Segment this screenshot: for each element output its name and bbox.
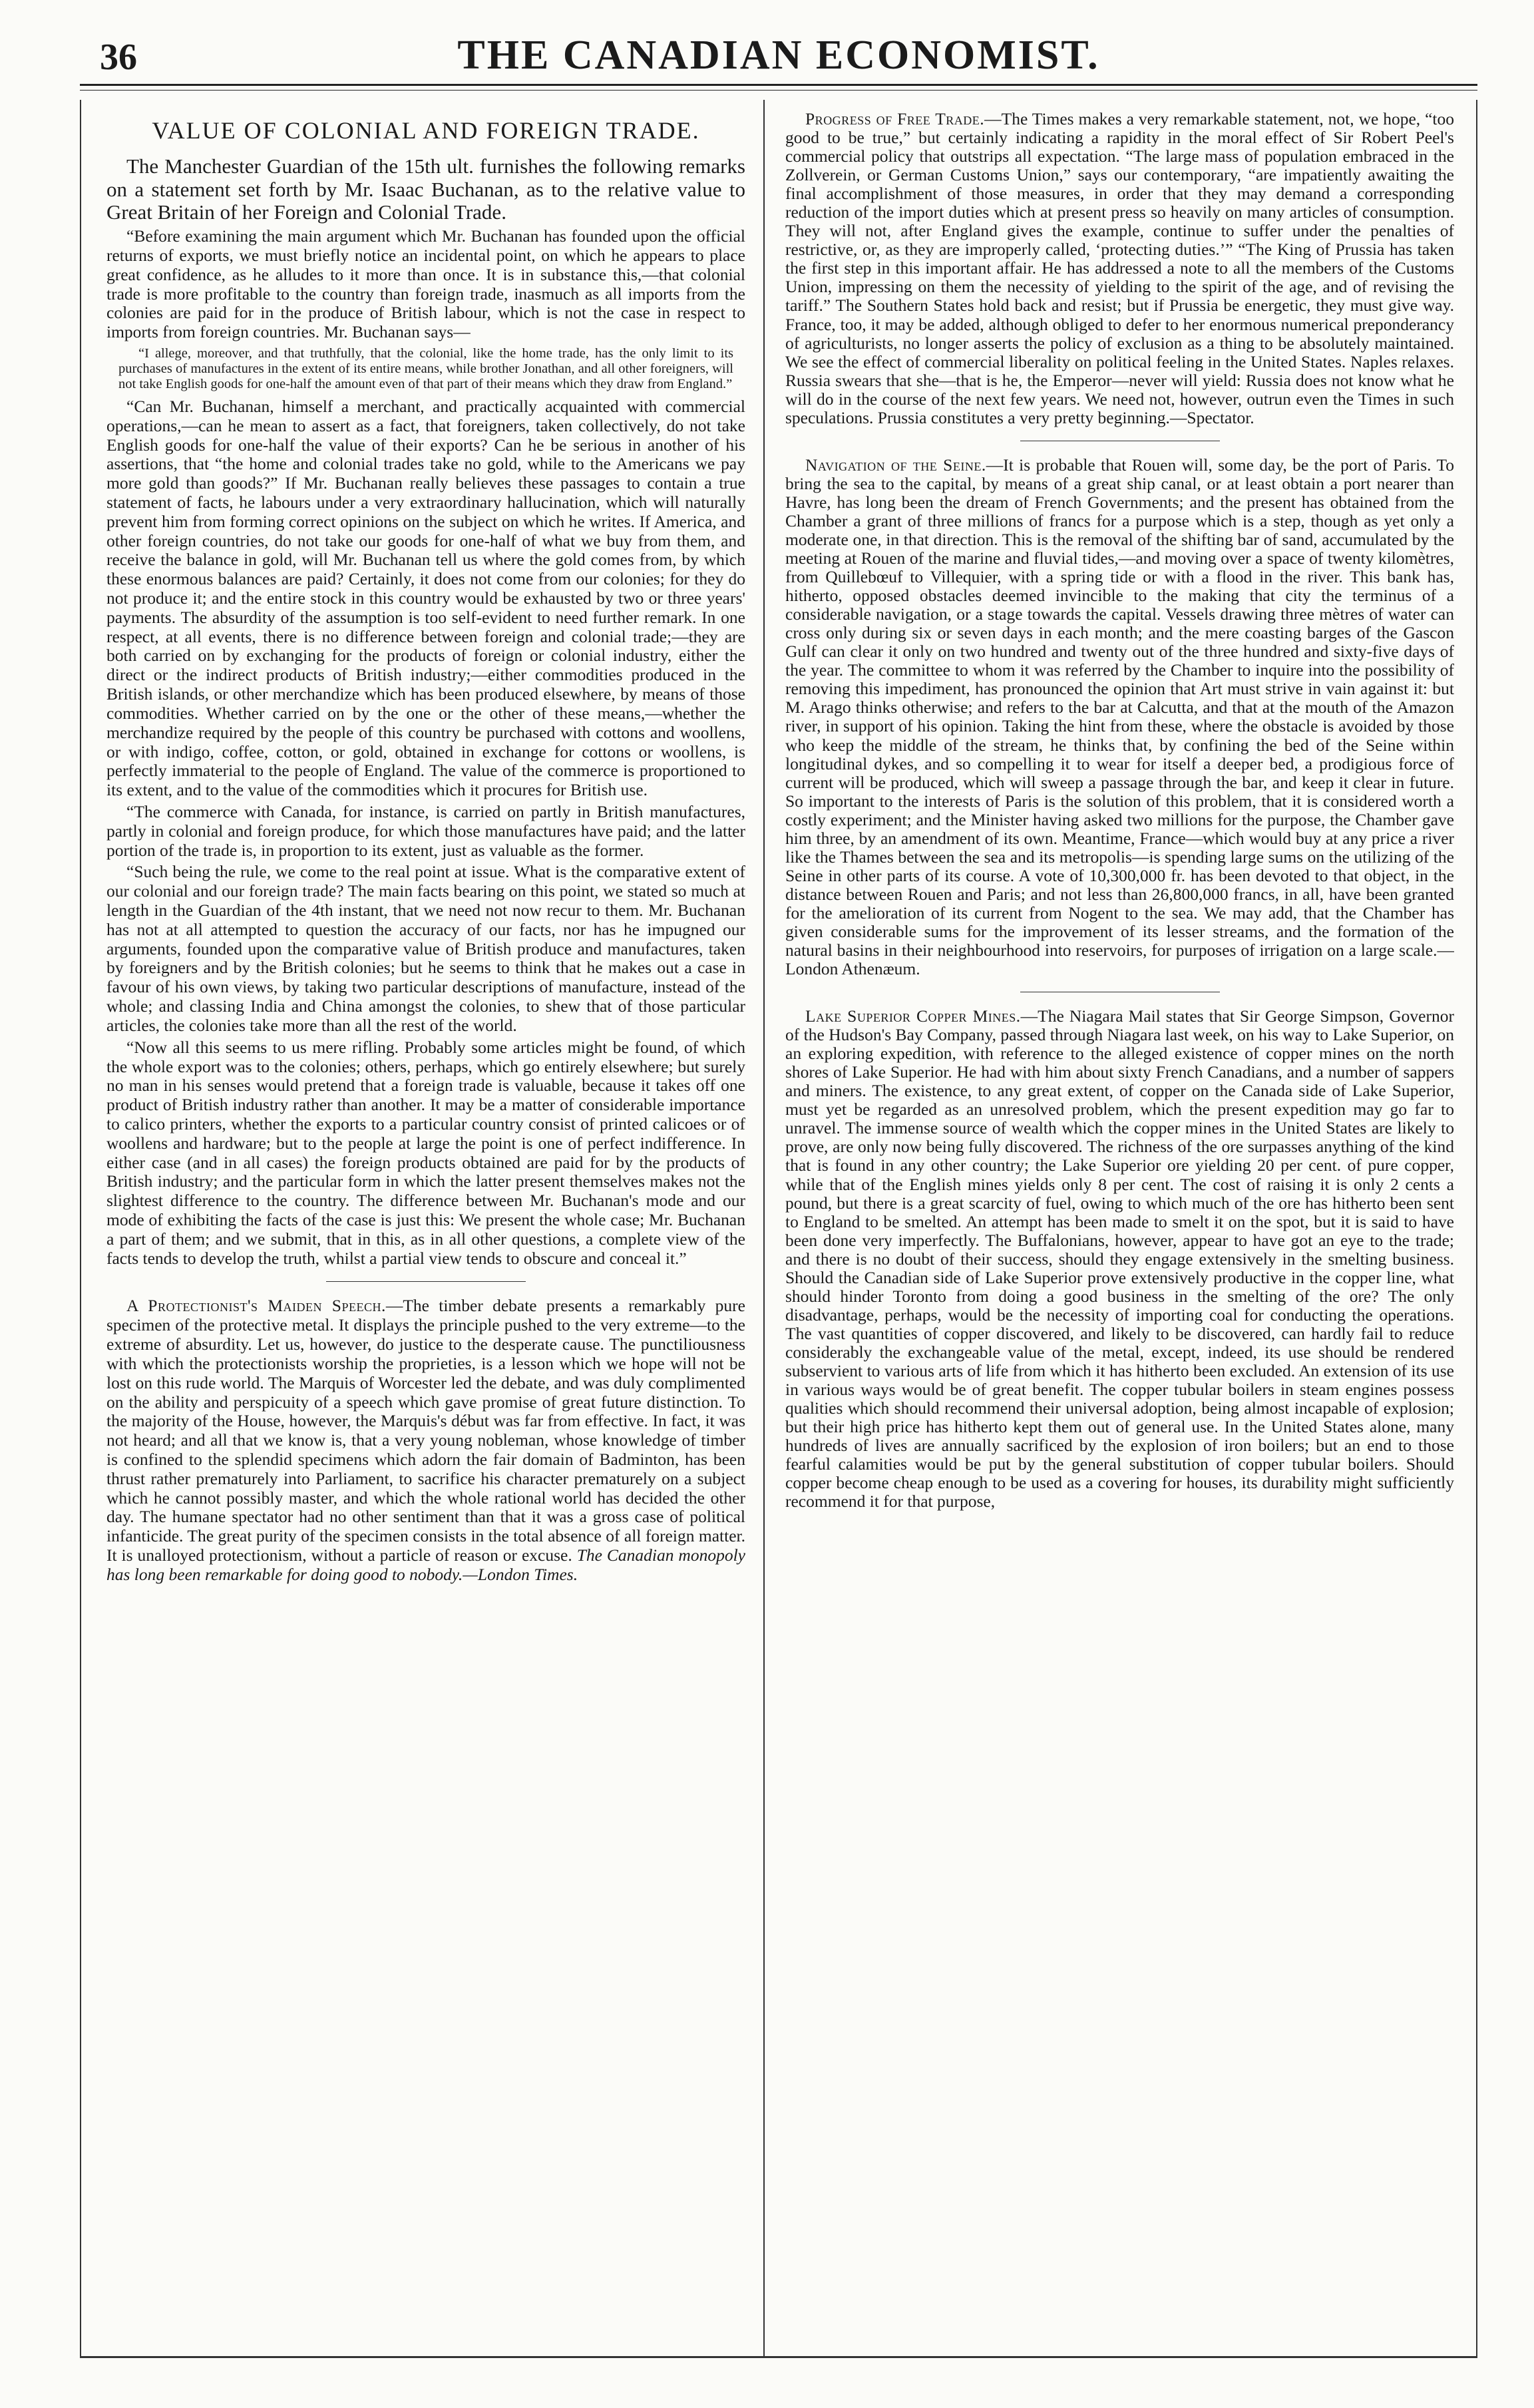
news-item-free-trade bbox=[785, 110, 1454, 427]
news-item-text: —The Niagara Mail states that Sir George Simpson, Governor of the Hudson's Bay Company, passed through Niagara last week, on his way to Lake Superior, on an exploring expedition, with reference to the alleged existence of copper mines on the north shores of Lake Superior. He had with him about sixty French Canadians, and a number of sappers and miners. The existence, to any great extent, of copper on the Canada side of Lake Superior, must yet be regarded as an unresolved problem, which the present expedition may go far to unravel. The immense source of wealth which the copper mines in the United States are likely to prove, are only now being fully discovered. The richness of the ore surpasses anything of the kind that is found in any other country; the Lake Superior ore yielding 20 per cent. of pure copper, while that of the English mines yields only 8 per cent. The cost of raising it is only 2 cents a pound, but there is a great scarcity of fuel, owing to which much of the ore has hitherto been sent to England to be smelted. An attempt has been made to smelt it on the spot, but it is said to have been done very imperfectly. The Buffalonians, however, appear to have got an eye to the trade; and there is no doubt of their success, should they engage extensively in the smelting business. Should the Canadian side of Lake Superior prove extensively productive in the copper line, what should hinder Toronto from doing a good business in the smelting of the ore? The only disadvantage, perhaps, would be the necessity of importing coal for conducting the operations. The vast quantities of copper discovered, and likely to be discovered, can hardly fail to reduce considerably the exchangeable value of the metal, except, indeed, its use should be rendered subservient to various arts of life from which it has hitherto been excluded. An extension of its use in various ways would be of great benefit. The copper tubular boilers in steam engines possess qualities which should recommend their universal adoption, being almost incapable of explosion; but their high price has hitherto kept them out of general use. In the United States alone, many hundreds of lives are annually sacrificed by the explosion of iron boilers; but an end to those fearful calamities would be put by the general substitution of copper tubular boilers. Should copper become cheap enough to be used as a covering for houses, its durability might sufficiently recommend it for that purpose, bbox=[785, 1006, 1454, 1511]
news-item-heading: Progress of Free Trade. bbox=[805, 110, 985, 128]
article-paragraph: “Can Mr. Buchanan, himself a merchant, and practically acquainted with commercial operations,—can he mean to assert as a fact, that foreigners, taken collectively, do not take English goods for one-half the value of their exports? Can he be serious in another of his assertions, that “the home and colonial trades take no gold, while to the Americans we pay more gold than goods?” If Mr. Buchanan really believes these passages to contain a true statement of facts, he labours under a very extraordinary hallucination, which will naturally prevent him from forming correct opinions on the subject on which he writes. If America, and other foreign countries, do not take our goods for one-half of what we buy from them, and receive the balance in gold, will Mr. Buchanan tell us where the gold comes from, by which these enormous balances are paid? Certainly, it does not come from our colonies; for they do not produce it; and the entire stock in this country would be exhausted by two or three years' payments. The absurdity of the assumption is too self-evident to need further remark. In one respect, at all events, there is no difference between foreign and colonial trade;—they are both carried on by exchanging for the products of foreign or colonial industry, either the direct or the indirect products of British industry;—either commodities produced in the British islands, or other merchandize which has been produced elsewhere, by means of those commodities. Whether carried on by the one or the other of these means,—whether the merchandize required by the people of this country be purchased with cottons and woollens, or with indigo, coffee, cotton, or gold, obtained in exchange for cottons or woollens, is perfectly immaterial to the people of England. The value of the commerce is proportioned to its extent, and to the value of the commodities which it procures for British use. bbox=[106, 396, 745, 800]
article-paragraph: “Now all this seems to us mere rifling. Probably some articles might be found, of which the whole export was to the colonies; others, perhaps, which go entirely elsewhere; but surely no man in his senses would pretend that a foreign trade is valuable, because it takes off one product of British industry rather than another. It may be a matter of considerable importance to calico printers, whether the exports to a particular country consist of printed calicoes or of woollens and hardware; but to the people at large the point is one of perfect indifference. In either case (and in all cases) the foreign products obtained are paid for by the products of British industry; and the particular form in which the latter present themselves makes not the slightest difference to the country. The difference between Mr. Buchanan's mode and our mode of exhibiting the facts of the case is just this: We present the whole case; Mr. Buchanan a part of them; and we submit, that in this, as in all other questions, a complete view of the facts tends to develop the truth, whilst a partial view tends to obscure and conceal it.” bbox=[106, 1037, 745, 1268]
left-column bbox=[106, 110, 745, 2346]
news-item-heading: Navigation of the Seine. bbox=[805, 455, 986, 475]
column-divider bbox=[763, 100, 765, 2358]
article-lead: The Manchester Guardian of the 15th ult. furnishes the following remarks on a statement set forth by Mr. Isaac Buchanan, as to the relative value to Great Britain of her Foreign and Colonial Trade. bbox=[106, 154, 745, 224]
news-item-text: —The timber debate presents a remarkably pure specimen of the protective metal. It displays the principle pushed to the very extreme—to the extreme of absurdity. Let us, however, do justice to the desperate cause. The punctiliousness with which the protectionists worship the proprieties, is a lesson which we hope will not be lost on this rude world. The Marquis of Worcester led the debate, and was duly complimented on the ability and perspicuity of a speech which gave promise of great future distinction. To the majority of the House, however, the Marquis's début was far from effective. In fact, it was not heard; and all that we know is, that a very young nobleman, whose knowledge of timber is confined to the splendid specimens which adorn the fair domain of Badminton, has been thrust rather prematurely into Parliament, to sacrifice his character prematurely on a subject which he cannot possibly master, and which the whole rational world has decided the other day. The humane spectator had no other sentiment than that it was a gross case of political infanticide. The great purity of the specimen consists in the total absence of all foreign matter. It is unalloyed protectionism, without a particle of reason or excuse. bbox=[106, 1296, 745, 1565]
article-title: VALUE OF COLONIAL AND FOREIGN TRADE. bbox=[152, 117, 700, 144]
block-quote: “I allege, moreover, and that truthfully, that the colonial, like the home trade, has the only limit to its purchases of manufactures in the extent of its entire means, while brother Jonathan, and all other foreigners, will not take English goods for one-half the amount even of that part of their means which they draw from England.” bbox=[118, 346, 733, 391]
news-item-heading: A Protectionist's Maiden Speech. bbox=[126, 1296, 386, 1316]
news-item-source: The Canadian monopoly has long been remarkable for doing good to nobody.—London Times. bbox=[106, 1545, 745, 1584]
news-item-text: —The Times makes a very remarkable statement, not, we hope, “too good to be true,” but certainly indicating a rapidity in the moral effect of Sir Robert Peel's commercial policy that outstrips all expectation. “The large mass of population embraced in the Zollverein, or German Customs Union,” says our contemporary, “are impatiently awaiting the final accomplishment of those measures, in order that they may demand a corresponding reduction of the import duties which at present press so heavily on many articles of consumption. They will not, after England gives the example, continue to suffer under the penalties of restrictive, or, as they are improperly called, ‘protecting duties.’” “The King of Prussia has taken the first step in this important affair. He has addressed a note to all the members of the Customs Union, impressing on them the necessity of yielding to the spirit of the age, and of revising the tariff.” The Southern States hold back and resist; but if Prussia be energetic, they must give way. France, too, it may be added, although obliged to defer to her enormous numerical preponderancy of agriculturists, no longer asserts the policy of exclusion as a thing to be absolutely maintained. We see the effect of commercial liberality on political feeling in the United States. Naples relaxes. Russia swears that she—that is he, the Emperor—never will yield: Russia does not know what he will do in the course of the next few years. We need not, however, outrun even the Times in such speculations. Prussia constitutes a very pretty beginning.—Spectator. bbox=[785, 110, 1454, 427]
page-header bbox=[80, 32, 1477, 86]
section-separator bbox=[326, 1281, 526, 1282]
news-item-copper bbox=[785, 1007, 1454, 1511]
header-rule bbox=[80, 90, 1477, 91]
article-paragraph: “The commerce with Canada, for instance, is carried on partly in British manufactures, partly in colonial and foreign produce, for which those manufactures have paid; and the latter portion of the trade is, in proportion to its extent, just as valuable as the former. bbox=[106, 801, 745, 860]
page-number: 36 bbox=[100, 37, 137, 78]
news-item-heading: Lake Superior Copper Mines. bbox=[805, 1006, 1021, 1026]
news-item-seine bbox=[785, 456, 1454, 978]
news-item-speech bbox=[106, 1297, 745, 1584]
right-column bbox=[785, 110, 1454, 2346]
article-paragraph: “Before examining the main argument which Mr. Buchanan has founded upon the official returns of exports, we must briefly notice an incidental point, on which he appears to place great confidence, as he alludes to it more than once. It is in substance this,—that colonial trade is more profitable to the country than foreign trade, inasmuch as all imports from the colonies are paid for in the produce of British labour, which is not the case in respect to imports from foreign countries. Mr. Buchanan says— bbox=[106, 226, 745, 342]
news-item-text: —It is probable that Rouen will, some day, be the port of Paris. To bring the sea to the capital, by means of a great ship canal, or at least obtain a port nearer than Havre, has long been the dream of French Governments; and the present has obtained from the Chamber a grant of three millions of francs for a purpose which is a step, though as yet only a moderate one, in that direction. This is the removal of the shifting bar of sand, accumulated by the meeting at Rouen of the marine and fluvial tides,—and moving over a space of twenty kilomètres, from Quillebœuf to Villequier, with a spring tide or with a flood in the river. This bank has, hitherto, opposed obstacles deemed invincible to the making that city the terminus of a considerable navigation, or a stage towards the capital. Vessels drawing three mètres of water can cross only during six or seven days in each month; and the mere coasting barges of the Gascon Gulf can clear it only on two hundred and twenty out of the three hundred and sixty-five days of the year. The committee to whom it was referred by the Chamber to inquire into the possibility of removing this impediment, has pronounced the opinion that Art must strive in vain against it: but M. Arago thinks otherwise; and refers to the bar at Calcutta, and that at the mouth of the Amazon river, in support of his opinion. Taking the hint from these, where the obstacle is avoided by those who keep the middle of the stream, he thinks that, by confining the bed of the Seine within longitudinal dykes, and so compelling it to wear for itself a deeper bed, a prodigious force of current will be produced, which will sweep a passage through the bar, and keep it clear in future. So important to the interests of Paris is the solution of this problem, that it is considered worth a costly experiment; and the Minister having asked two millions for the purpose, the Chamber gave him three, by an amendment of its own. Meantime, France—which would buy at any price a river like the Thames between the sea and its metropolis—is spending large sums on the utilizing of the Seine in other parts of its course. A vote of 10,300,000 fr. has been devoted to that object, in the distance between Rouen and Paris; and not less than 26,800,000 francs, in all, have been granted for the amelioration of its current from Nogent to the sea. We may add, that the Chamber has given considerable sums for the improvement of its lesser streams, and the formation of the natural basins in their neighbourhood into reservoirs, for purposes of irrigation on a large scale.—London Athenæum. bbox=[785, 455, 1454, 979]
masthead-title: THE CANADIAN ECONOMIST. bbox=[457, 33, 1100, 78]
article-paragraph: “Such being the rule, we come to the real point at issue. What is the comparative extent of our colonial and our foreign trade? The main facts bearing on this point, we stated so much at length in the Guardian of the 4th instant, that we need not now recur to them. Mr. Buchanan has not at all attempted to question the accuracy of our facts, nor has he impugned our arguments, founded upon the comparative value of British produce and manufactures, taken by foreigners and by the British colonies; but he seems to think that he makes out a case in favour of his own views, by taking two particular descriptions of manufacture, instead of the whole; and classing India and China amongst the colonies, to shew that of those particular articles, the colonies take more than all the rest of the world. bbox=[106, 862, 745, 1035]
